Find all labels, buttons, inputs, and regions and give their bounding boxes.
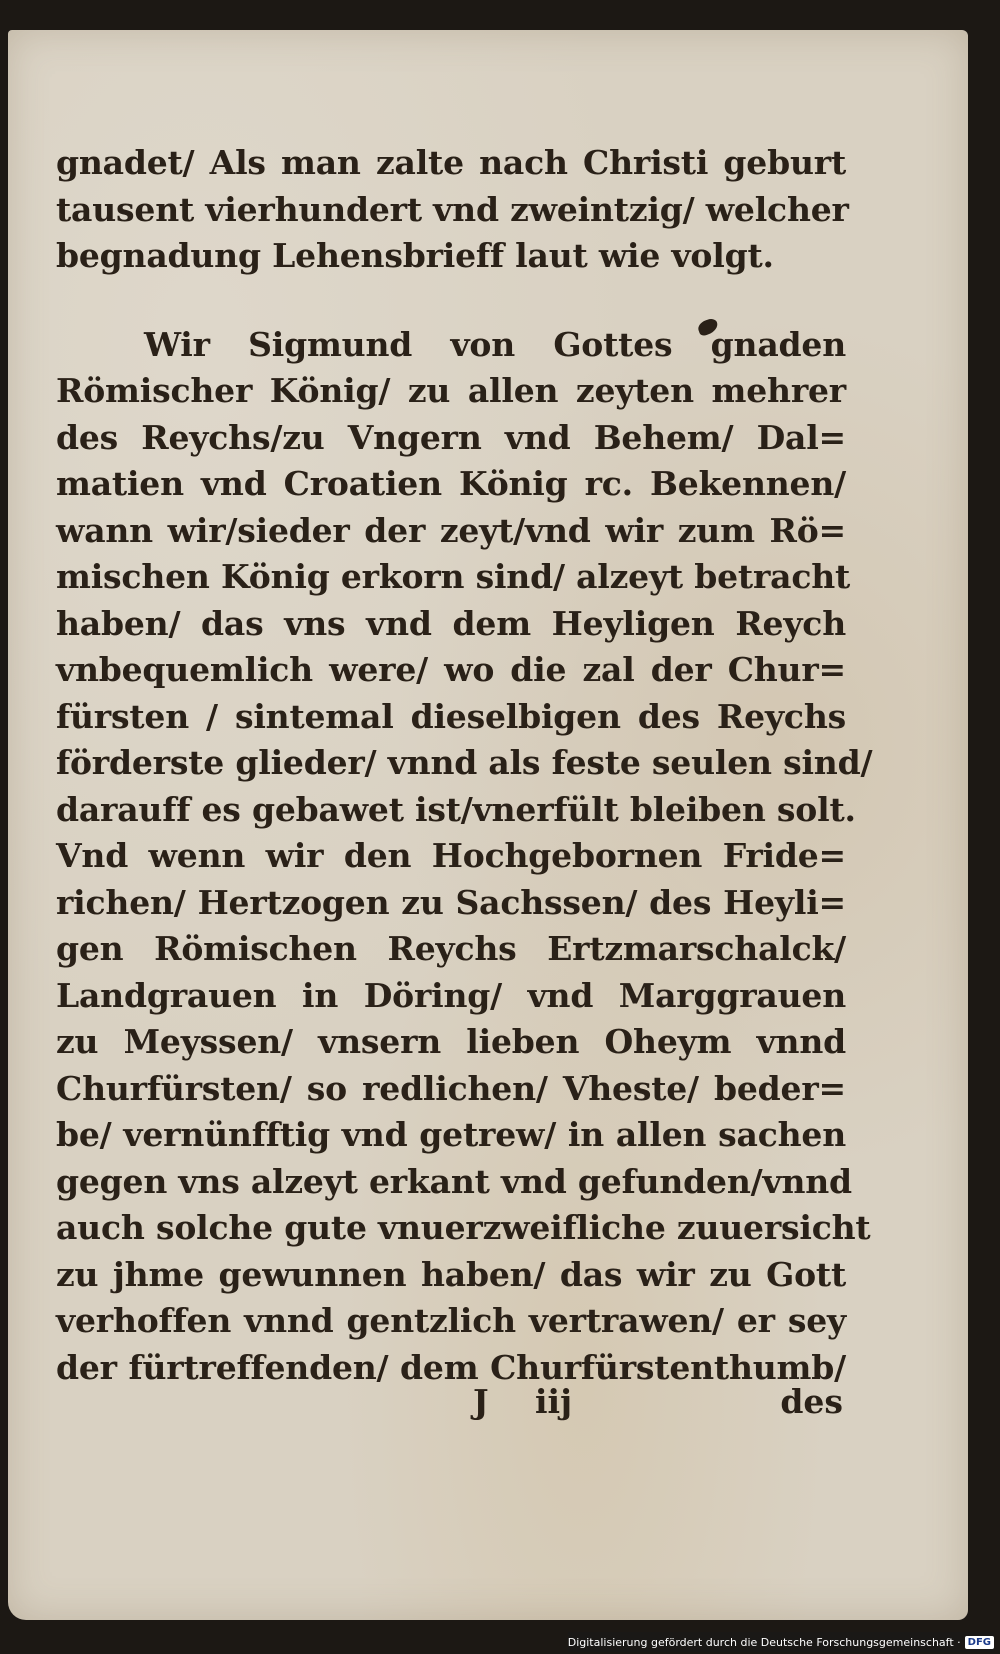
text-line: zu Meyssen/ vnsern lieben Oheym vnnd: [56, 1022, 846, 1061]
paper-page: [8, 30, 968, 1620]
text-line: mischen König erkorn sind/ alzeyt betracht: [56, 557, 851, 596]
text-line: förderste glieder/ vnnd als feste seulen sind/: [56, 743, 873, 782]
text-line: gegen vns alzeyt erkant vnd gefunden/vnnd: [56, 1161, 852, 1201]
text-line: der fürtreffenden/ dem Churfürstenthumb/: [56, 1347, 846, 1387]
text-line: Römischer König/ zu allen zeyten mehrer: [56, 371, 846, 410]
text-line: begnadung Lehensbrieff laut wie volgt.: [56, 236, 774, 275]
text-line: Landgrauen in Döring/ vnd Marggrauen: [56, 975, 846, 1015]
text-line: gen Römischen Reychs Ertzmarschalck/: [56, 929, 846, 968]
text-line: wann wir/sieder der zeyt/vnd wir zum Rö=: [56, 510, 846, 550]
text-line: Vnd wenn wir den Hochgebornen Fride=: [56, 836, 846, 875]
page-number: iij: [535, 1382, 573, 1421]
text-line: des Reychs/zu Vngern vnd Behem/ Dal=: [56, 417, 846, 457]
text-line: zu jhme gewunnen haben/ das wir zu Gott: [56, 1254, 846, 1294]
text-line: darauff es gebawet ist/vnerfült bleiben solt.: [56, 789, 856, 829]
text-line: gnadet/ Als man zalte nach Christi geburt: [56, 143, 846, 182]
text-line: fürsten / sintemal dieselbigen des Reychs: [56, 696, 846, 736]
text-line: matien vnd Croatien König rc. Bekennen/: [56, 464, 846, 503]
body-text: [56, 140, 873, 1391]
dfg-logo: DFG: [965, 1636, 994, 1649]
text-line: vnbequemlich were/ wo die zal der Chur=: [56, 650, 846, 689]
digitization-credit: [568, 1632, 994, 1652]
text-line: Churfürsten/ so redlichen/ Vheste/ beder=: [56, 1068, 846, 1108]
text-line: tausent vierhundert vnd zweintzig/ welcher: [56, 189, 849, 229]
text-line: be/ vernünfftig vnd getrew/ in allen sachen: [56, 1115, 846, 1154]
text-line: Wir Sigmund von Gottes gnaden: [144, 324, 846, 364]
signature-mark: J: [473, 1382, 489, 1421]
paragraph-gap: [56, 280, 846, 322]
credit-text: Digitalisierung gefördert durch die Deutsche Forschungsgemeinschaft ·: [567, 1635, 961, 1649]
catchword: des: [780, 1382, 843, 1421]
text-line: haben/ das vns vnd dem Heyligen Reych: [56, 603, 846, 643]
page-footer: [473, 1382, 843, 1432]
text-line: verhoffen vnnd gentzlich vertrawen/ er sey: [56, 1301, 846, 1340]
text-line: richen/ Hertzogen zu Sachssen/ des Heyli=: [56, 882, 846, 922]
text-line: auch solche gute vnuerzweifliche zuuersicht: [56, 1208, 871, 1247]
